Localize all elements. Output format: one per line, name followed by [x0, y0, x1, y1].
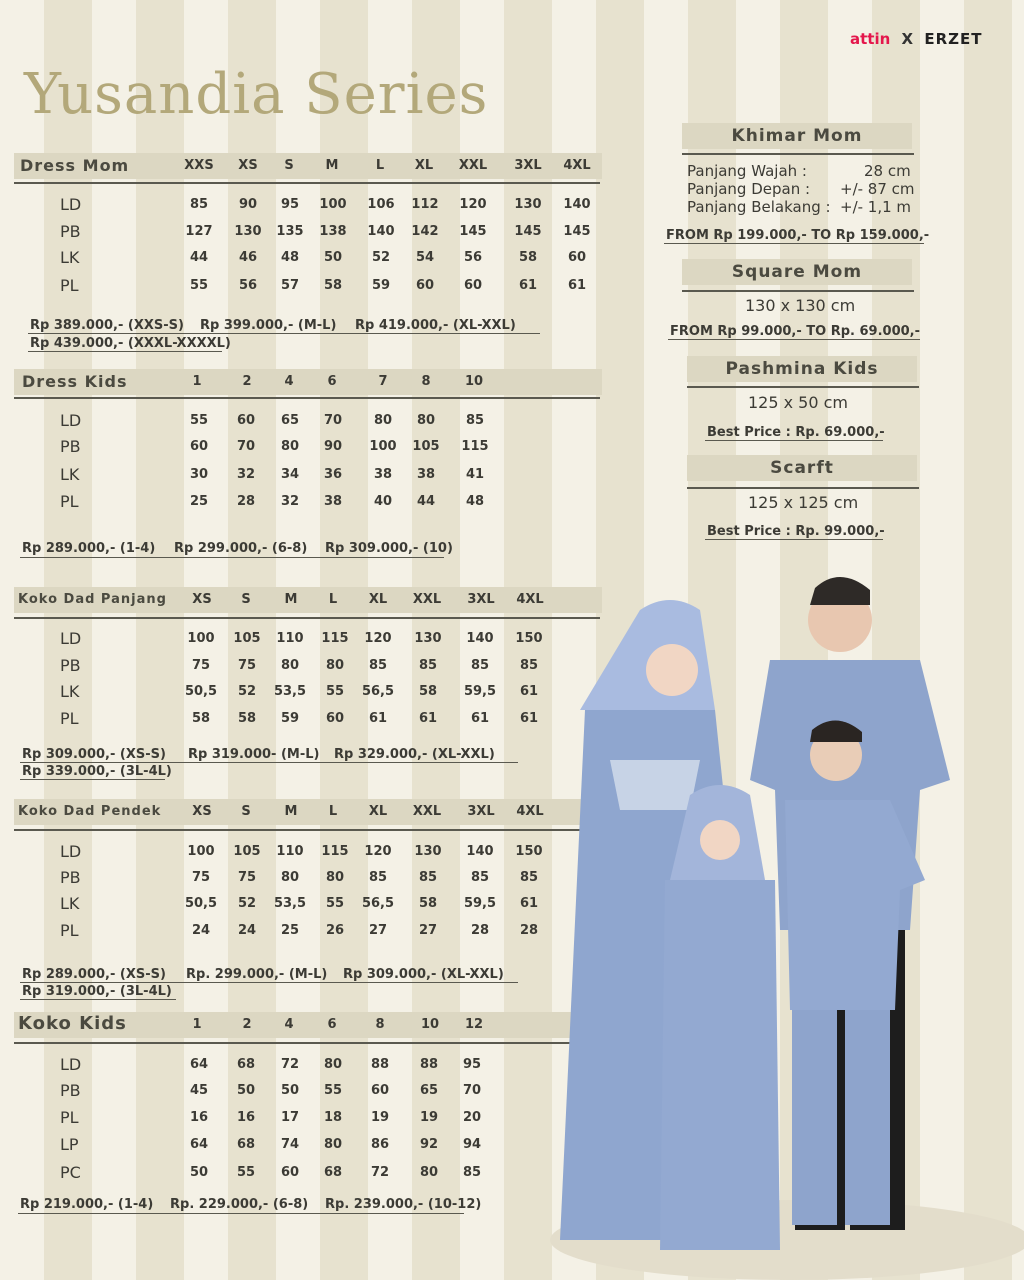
table-cell: 41	[465, 467, 485, 482]
table-cell: 130	[234, 224, 262, 239]
table-cell: 85	[418, 658, 438, 673]
table-cell: 80	[280, 658, 300, 673]
table-cell: 85	[368, 870, 388, 885]
row-label: LD	[60, 629, 82, 648]
table-cell: 68	[236, 1057, 256, 1072]
col-header: L	[328, 592, 338, 607]
table-cell: 85	[368, 658, 388, 673]
table-cell: 30	[189, 467, 209, 482]
price-line: Rp 419.000,- (XL-XXL)	[355, 318, 516, 333]
girl-figure	[660, 785, 780, 1250]
table-cell: 38	[373, 467, 393, 482]
table-cell: 80	[323, 1137, 343, 1152]
table-cell: 25	[189, 494, 209, 509]
table-cell: 50	[323, 250, 343, 265]
khimar-label: Panjang Belakang :	[687, 198, 831, 216]
table-cell: 58	[418, 684, 438, 699]
table-cell: 130	[414, 631, 442, 646]
row-label: LK	[60, 894, 80, 913]
divider	[682, 290, 914, 292]
col-header: M	[325, 158, 339, 173]
price-line: Rp 319.000,- (3L-4L)	[22, 984, 172, 999]
table-cell: 74	[280, 1137, 300, 1152]
col-header: 4	[284, 1017, 294, 1032]
col-header: XXL	[412, 804, 442, 819]
table-cell: 140	[466, 844, 494, 859]
col-header: 10	[420, 1017, 440, 1032]
col-header: 6	[327, 1017, 337, 1032]
table-cell: 45	[189, 1083, 209, 1098]
table-cell: 100	[369, 439, 397, 454]
price-line: Rp 299.000,- (6-8)	[174, 541, 308, 556]
table-cell: 85	[470, 658, 490, 673]
table-cell: 106	[367, 197, 395, 212]
table-cell: 60	[236, 413, 256, 428]
table-cell: 85	[418, 870, 438, 885]
table-cell: 17	[280, 1110, 300, 1125]
row-label: LD	[60, 195, 82, 214]
table-cell: 27	[418, 923, 438, 938]
table-cell: 94	[462, 1137, 482, 1152]
table-cell: 19	[370, 1110, 390, 1125]
row-label: LK	[60, 682, 80, 701]
table-cell: 95	[280, 197, 300, 212]
col-header: S	[241, 592, 251, 607]
table-cell: 50	[189, 1165, 209, 1180]
col-header: L	[328, 804, 338, 819]
table-cell: 90	[238, 197, 258, 212]
table-cell: 61	[519, 711, 539, 726]
table-cell: 34	[280, 467, 300, 482]
table-cell: 44	[416, 494, 436, 509]
table-cell: 28	[470, 923, 490, 938]
underline	[705, 440, 883, 441]
col-header: 4	[284, 374, 294, 389]
brand-separator: X	[901, 30, 914, 48]
col-header: S	[284, 158, 294, 173]
table-cell: 18	[323, 1110, 343, 1125]
col-header: L	[375, 158, 385, 173]
table-cell: 52	[237, 684, 257, 699]
col-header: 10	[464, 374, 484, 389]
table-cell: 28	[236, 494, 256, 509]
col-header: 8	[375, 1017, 385, 1032]
scarft-offer: Best Price : Rp. 99.000,-	[707, 524, 885, 539]
price-line: Rp 309.000,- (10)	[325, 541, 453, 556]
price-line: Rp 339.000,- (3L-4L)	[22, 764, 172, 779]
table-cell: 59	[371, 278, 391, 293]
row-label: PB	[60, 1081, 81, 1100]
khimar-label: Panjang Wajah :	[687, 162, 807, 180]
col-header: 4XL	[563, 158, 591, 173]
table-cell: 95	[462, 1057, 482, 1072]
col-header: M	[284, 592, 298, 607]
table-cell: 56,5	[361, 896, 395, 911]
table-cell: 60	[325, 711, 345, 726]
table-cell: 105	[233, 631, 261, 646]
price-line: Rp 399.000,- (M-L)	[200, 318, 337, 333]
table-cell: 55	[189, 278, 209, 293]
khimar-value: +/- 87 cm	[840, 180, 915, 198]
table-cell: 61	[519, 684, 539, 699]
table-cell: 70	[236, 439, 256, 454]
col-header: XXL	[412, 592, 442, 607]
table-cell: 38	[323, 494, 343, 509]
table-cell: 61	[418, 711, 438, 726]
underline	[28, 333, 540, 334]
table-cell: 19	[419, 1110, 439, 1125]
table-cell: 85	[465, 413, 485, 428]
col-header: 1	[192, 1017, 202, 1032]
table-cell: 142	[411, 224, 439, 239]
table-cell: 53,5	[273, 684, 307, 699]
table-cell: 140	[466, 631, 494, 646]
divider	[14, 829, 600, 831]
row-label: PB	[60, 222, 81, 241]
table-cell: 85	[519, 658, 539, 673]
table-cell: 80	[373, 413, 393, 428]
table-cell: 60	[463, 278, 483, 293]
row-label: LK	[60, 465, 80, 484]
table-cell: 50,5	[184, 896, 218, 911]
table-header-koko-kids	[14, 1012, 602, 1038]
row-label: PL	[60, 1108, 79, 1127]
table-cell: 100	[187, 844, 215, 859]
table-cell: 50	[280, 1083, 300, 1098]
table-cell: 110	[276, 844, 304, 859]
divider	[14, 397, 600, 399]
table-header-dress-mom	[14, 153, 602, 179]
table-cell: 26	[325, 923, 345, 938]
table-cell: 61	[470, 711, 490, 726]
row-label: LD	[60, 411, 82, 430]
col-header: M	[284, 804, 298, 819]
pashmina-size: 125 x 50 cm	[748, 393, 849, 412]
table-cell: 53,5	[273, 896, 307, 911]
table-cell: 55	[189, 413, 209, 428]
table-cell: 60	[370, 1083, 390, 1098]
table-cell: 52	[371, 250, 391, 265]
price-line: Rp 329.000,- (XL-XXL)	[334, 747, 495, 762]
table-cell: 80	[280, 439, 300, 454]
col-header: 3XL	[467, 592, 495, 607]
table-cell: 72	[280, 1057, 300, 1072]
col-header: 2	[242, 374, 252, 389]
table-cell: 50	[236, 1083, 256, 1098]
table-cell: 140	[563, 197, 591, 212]
table-cell: 38	[416, 467, 436, 482]
col-header: XL	[368, 804, 388, 819]
divider	[687, 386, 919, 388]
underline	[28, 351, 222, 352]
table-cell: 85	[519, 870, 539, 885]
table-cell: 120	[364, 631, 392, 646]
table-cell: 145	[459, 224, 487, 239]
table-cell: 150	[515, 844, 543, 859]
col-header: 4XL	[516, 804, 544, 819]
underline	[20, 762, 518, 763]
table-cell: 140	[367, 224, 395, 239]
table-cell: 44	[189, 250, 209, 265]
underline	[20, 557, 444, 558]
price-line: Rp 319.000- (M-L)	[188, 747, 320, 762]
col-header: 1	[192, 374, 202, 389]
underline	[20, 999, 176, 1000]
table-cell: 58	[518, 250, 538, 265]
table-cell: 60	[415, 278, 435, 293]
table-cell: 28	[519, 923, 539, 938]
table-cell: 112	[411, 197, 439, 212]
table-cell: 72	[370, 1165, 390, 1180]
khimar-label: Panjang Depan :	[687, 180, 811, 198]
table-cell: 24	[191, 923, 211, 938]
table-cell: 20	[462, 1110, 482, 1125]
row-label: LD	[60, 1055, 82, 1074]
table-cell: 55	[325, 896, 345, 911]
divider	[687, 487, 919, 489]
khimar-value: +/- 1,1 m	[840, 198, 912, 216]
underline	[705, 539, 883, 540]
row-label: PL	[60, 709, 79, 728]
table-cell: 145	[563, 224, 591, 239]
brand-attin: attin	[850, 30, 891, 48]
table-cell: 61	[567, 278, 587, 293]
table-cell: 36	[323, 467, 343, 482]
row-label: PC	[60, 1163, 81, 1182]
divider	[682, 153, 914, 155]
khimar-offer: FROM Rp 199.000,- TO Rp 159.000,-	[666, 228, 930, 243]
col-header: XS	[192, 592, 212, 607]
col-header: 8	[421, 374, 431, 389]
table-cell: 58	[191, 711, 211, 726]
col-header: 6	[327, 374, 337, 389]
col-header: 4XL	[516, 592, 544, 607]
table-cell: 100	[319, 197, 347, 212]
table-cell: 115	[321, 844, 349, 859]
table-cell: 115	[461, 439, 489, 454]
table-cell: 57	[280, 278, 300, 293]
price-line: Rp. 299.000,- (M-L)	[186, 967, 328, 982]
table-cell: 48	[280, 250, 300, 265]
table-cell: 130	[414, 844, 442, 859]
table-cell: 85	[470, 870, 490, 885]
family-photo-illustration	[540, 550, 1024, 1280]
col-header: XS	[238, 158, 258, 173]
table-header-koko-pendek	[14, 799, 602, 825]
table-cell: 86	[370, 1137, 390, 1152]
row-label: PB	[60, 656, 81, 675]
table-cell: 61	[519, 896, 539, 911]
table-cell: 64	[189, 1137, 209, 1152]
col-header: 2	[242, 1017, 252, 1032]
table-cell: 59,5	[463, 896, 497, 911]
table-cell: 59,5	[463, 684, 497, 699]
col-header: XL	[368, 592, 388, 607]
table-cell: 60	[280, 1165, 300, 1180]
table-cell: 68	[236, 1137, 256, 1152]
price-line: Rp 389.000,- (XXS-S)	[30, 318, 184, 333]
row-label: LP	[60, 1135, 79, 1154]
table-cell: 80	[325, 870, 345, 885]
divider	[14, 1042, 600, 1044]
table-cell: 48	[465, 494, 485, 509]
table-cell: 60	[189, 439, 209, 454]
brand-erzet: ERZET	[924, 30, 983, 48]
table-cell: 75	[237, 870, 257, 885]
row-label: PB	[60, 437, 81, 456]
table-cell: 50,5	[184, 684, 218, 699]
table-title: Dress Mom	[20, 156, 130, 175]
price-line: Rp. 239.000,- (10-12)	[325, 1197, 482, 1212]
table-cell: 120	[459, 197, 487, 212]
table-cell: 70	[462, 1083, 482, 1098]
table-cell: 32	[236, 467, 256, 482]
col-header: XL	[414, 158, 434, 173]
table-cell: 55	[323, 1083, 343, 1098]
table-cell: 24	[237, 923, 257, 938]
table-cell: 58	[237, 711, 257, 726]
table-cell: 115	[321, 631, 349, 646]
table-cell: 80	[416, 413, 436, 428]
price-line: Rp 289.000,- (1-4)	[22, 541, 156, 556]
page-title: Yusandia Series	[24, 62, 489, 127]
table-title: Koko Dad Panjang	[18, 592, 167, 607]
scarft-size: 125 x 125 cm	[748, 493, 859, 512]
square-size: 130 x 130 cm	[745, 296, 856, 315]
price-line: Rp 309.000,- (XS-S)	[22, 747, 166, 762]
square-title: Square Mom	[682, 259, 912, 285]
row-label: PB	[60, 868, 81, 887]
table-cell: 120	[364, 844, 392, 859]
table-cell: 65	[280, 413, 300, 428]
table-cell: 85	[462, 1165, 482, 1180]
table-cell: 55	[325, 684, 345, 699]
col-header: XS	[192, 804, 212, 819]
table-title: Dress Kids	[22, 372, 128, 391]
table-cell: 59	[280, 711, 300, 726]
table-cell: 85	[189, 197, 209, 212]
table-cell: 105	[412, 439, 440, 454]
table-cell: 130	[514, 197, 542, 212]
table-cell: 27	[368, 923, 388, 938]
table-cell: 60	[567, 250, 587, 265]
table-title: Koko Kids	[18, 1013, 127, 1034]
table-cell: 80	[325, 658, 345, 673]
table-cell: 25	[280, 923, 300, 938]
table-cell: 46	[238, 250, 258, 265]
price-line: Rp 289.000,- (XS-S)	[22, 967, 166, 982]
table-cell: 127	[185, 224, 213, 239]
row-label: PL	[60, 921, 79, 940]
square-offer: FROM Rp 99.000,- TO Rp. 69.000,-	[670, 324, 920, 339]
col-header: 3XL	[467, 804, 495, 819]
table-cell: 138	[319, 224, 347, 239]
col-header: XXS	[184, 158, 214, 173]
table-cell: 150	[515, 631, 543, 646]
brand-logos	[850, 30, 983, 48]
table-cell: 56	[238, 278, 258, 293]
table-cell: 135	[276, 224, 304, 239]
divider	[14, 182, 600, 184]
underline	[664, 243, 924, 244]
row-label: LK	[60, 248, 80, 267]
underline	[18, 1213, 464, 1214]
table-cell: 54	[415, 250, 435, 265]
table-cell: 75	[237, 658, 257, 673]
table-header-dress-kids	[14, 369, 602, 395]
col-header: 12	[464, 1017, 484, 1032]
pashmina-title: Pashmina Kids	[687, 356, 917, 382]
table-cell: 16	[189, 1110, 209, 1125]
underline	[20, 982, 518, 983]
price-line: Rp 439.000,- (XXXL-XXXXL)	[30, 336, 231, 351]
table-cell: 105	[233, 844, 261, 859]
table-cell: 61	[368, 711, 388, 726]
table-cell: 80	[419, 1165, 439, 1180]
khimar-value: 28 cm	[864, 162, 911, 180]
table-cell: 92	[419, 1137, 439, 1152]
table-cell: 90	[323, 439, 343, 454]
table-cell: 88	[419, 1057, 439, 1072]
table-cell: 56	[463, 250, 483, 265]
table-cell: 40	[373, 494, 393, 509]
khimar-title: Khimar Mom	[682, 123, 912, 149]
divider	[14, 617, 600, 619]
row-label: LD	[60, 842, 82, 861]
table-cell: 110	[276, 631, 304, 646]
table-header-koko-panjang	[14, 587, 602, 613]
price-line: Rp 219.000,- (1-4)	[20, 1197, 154, 1212]
table-cell: 80	[280, 870, 300, 885]
col-header: 7	[378, 374, 388, 389]
table-cell: 58	[418, 896, 438, 911]
table-cell: 52	[237, 896, 257, 911]
table-cell: 68	[323, 1165, 343, 1180]
col-header: XXL	[458, 158, 488, 173]
table-cell: 100	[187, 631, 215, 646]
table-cell: 32	[280, 494, 300, 509]
table-cell: 56,5	[361, 684, 395, 699]
table-cell: 65	[419, 1083, 439, 1098]
price-line: Rp. 229.000,- (6-8)	[170, 1197, 309, 1212]
price-line: Rp 309.000,- (XL-XXL)	[343, 967, 504, 982]
table-cell: 88	[370, 1057, 390, 1072]
row-label: PL	[60, 276, 79, 295]
col-header: S	[241, 804, 251, 819]
row-label: PL	[60, 492, 79, 511]
table-cell: 58	[323, 278, 343, 293]
table-cell: 75	[191, 870, 211, 885]
table-cell: 145	[514, 224, 542, 239]
pashmina-offer: Best Price : Rp. 69.000,-	[707, 425, 885, 440]
underline	[20, 779, 165, 780]
table-title: Koko Dad Pendek	[18, 804, 162, 819]
table-cell: 61	[518, 278, 538, 293]
table-cell: 75	[191, 658, 211, 673]
table-cell: 55	[236, 1165, 256, 1180]
scarft-title: Scarft	[687, 455, 917, 481]
table-cell: 64	[189, 1057, 209, 1072]
col-header: 3XL	[514, 158, 542, 173]
underline	[668, 339, 920, 340]
table-cell: 70	[323, 413, 343, 428]
table-cell: 16	[236, 1110, 256, 1125]
table-cell: 80	[323, 1057, 343, 1072]
